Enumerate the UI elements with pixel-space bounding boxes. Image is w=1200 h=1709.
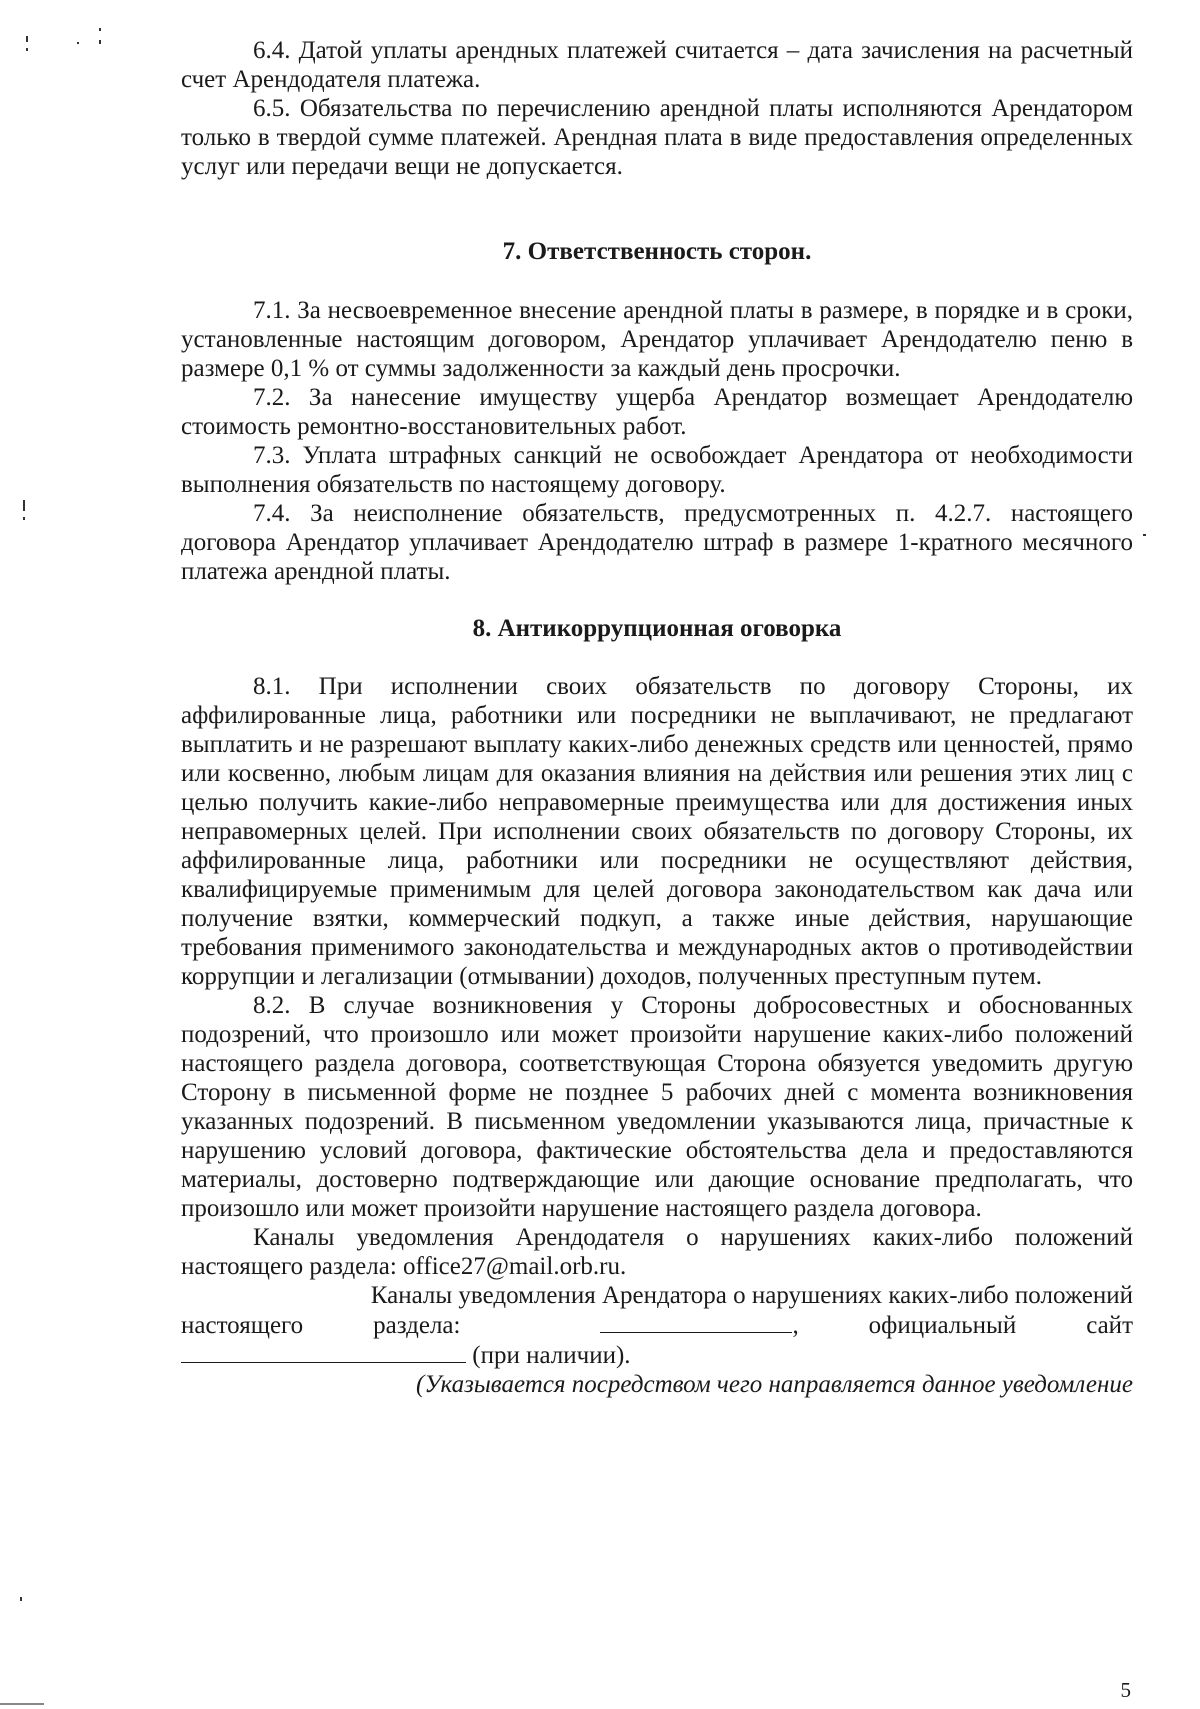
clause-7-4: 7.4. За неисполнение обязательств, предусмотренных п. 4.2.7. настоящего договора Арендатор уплачивает Арендодателю штраф в размере 1-кратного месячного платежа арендной платы. xyxy=(181,500,1133,585)
clause-8-2: 8.2. В случае возникновения у Стороны добросовестных и обоснованных подозрений, что произошло или может произойти нарушение каких-либо положений настоящего раздела договора, соответствующая Сторона обязуется уведомить другую Сторону в письменной форме не позднее 5 рабочих дней с момента возникновения указанных подозрений. В письменном уведомлении указываются лица, причастные к нарушению условий договора, фактические обстоятельства дела и предоставляются материалы, достоверно подтверждающие или дающие основание предполагать, что произошло или может произойти нарушение настоящего раздела договора. xyxy=(181,992,1133,1222)
section-8-heading: 8. Антикоррупционная оговорка xyxy=(472,615,842,642)
tenant-notification-channels-line2 xyxy=(181,1310,1133,1340)
tenant-word-razdela: раздела: xyxy=(373,1312,461,1339)
clause-7-3: 7.3. Уплата штрафных санкций не освобождает Арендатора от необходимости выполнения обязательств по настоящему договору. xyxy=(181,442,1133,498)
clause-8-1: 8.1. При исполнении своих обязательств по договору Стороны, их аффилированные лица, работники или посредники не выплачивают, не предлагают выплатить и не разрешают выплату каких-либо денежных средств или ценностей, прямо или косвенно, любым лицам для оказания влияния на действия или решения этих лиц с целью получить какие-либо неправомерные преимущества или для достижения иных неправомерных целей. При исполнении своих обязательств по договору Стороны, их аффилированные лица, работники или посредники не осуществляют действия, квалифицируемые применимым для целей договора законодательством как дача или получение взятки, коммерческий подкуп, а также иные действия, нарушающие требования применимого законодательства и международных актов о противодействии коррупции и легализации (отмывании) доходов, полученных преступным путем. xyxy=(181,673,1133,990)
section-7-heading: 7. Ответственность сторон. xyxy=(502,238,812,265)
scan-speck xyxy=(23,517,25,520)
scan-speck xyxy=(77,42,79,44)
page-number: 5 xyxy=(1120,1678,1131,1702)
scan-speck xyxy=(26,36,28,42)
clause-7-2: 7.2. За нанесение имуществу ущерба Арендатор возмещает Арендодателю стоимость ремонтно-восстановительных работ. xyxy=(181,384,1133,440)
italic-note: (Указывается посредством чего направляется данное уведомление xyxy=(416,1371,1133,1398)
tenant-comma: , xyxy=(792,1312,799,1339)
scan-speck xyxy=(99,40,101,44)
tenant-notification-channels-line3 xyxy=(181,1340,1133,1370)
clause-6-5: 6.5. Обязательства по перечислению арендной платы исполняются Арендатором только в твердой сумме платежей. Арендная плата в виде предоставления определенных услуг или передачи вещи не допускается. xyxy=(181,95,1133,180)
scan-speck xyxy=(20,1597,22,1601)
clause-7-1: 7.1. За несвоевременное внесение арендной платы в размере, в порядке и в сроки, установленные настоящим договором, Арендатор уплачивает Арендодателю пеню в размере 0,1 % от суммы задолженности за каждый день просрочки. xyxy=(181,297,1133,382)
landlord-notification-channels: Каналы уведомления Арендодателя о нарушениях каких-либо положений настоящего раздела: office27@mail.orb.ru. xyxy=(181,1224,1133,1280)
tenant-channel-blank xyxy=(600,1310,792,1333)
scan-speck xyxy=(26,48,28,51)
tenant-website-note: (при наличии). xyxy=(472,1342,631,1369)
tenant-website-blank xyxy=(181,1340,466,1363)
scan-speck xyxy=(99,28,101,31)
document-body xyxy=(181,36,1133,1399)
scan-speck xyxy=(23,500,25,511)
tenant-notification-channels-line1: Каналы уведомления Арендатора о нарушениях каких-либо положений xyxy=(370,1282,1133,1309)
clause-6-4: 6.4. Датой уплаты арендных платежей считается – дата зачисления на расчетный счет Арендодателя платежа. xyxy=(181,37,1133,93)
scan-edge xyxy=(0,1703,44,1705)
tenant-channel-blank-group xyxy=(530,1310,798,1340)
scan-speck xyxy=(1143,534,1146,536)
tenant-word-nastoyashchego: настоящего xyxy=(181,1312,304,1339)
tenant-word-site: сайт xyxy=(1086,1312,1133,1339)
tenant-word-official: официальный xyxy=(868,1312,1017,1339)
